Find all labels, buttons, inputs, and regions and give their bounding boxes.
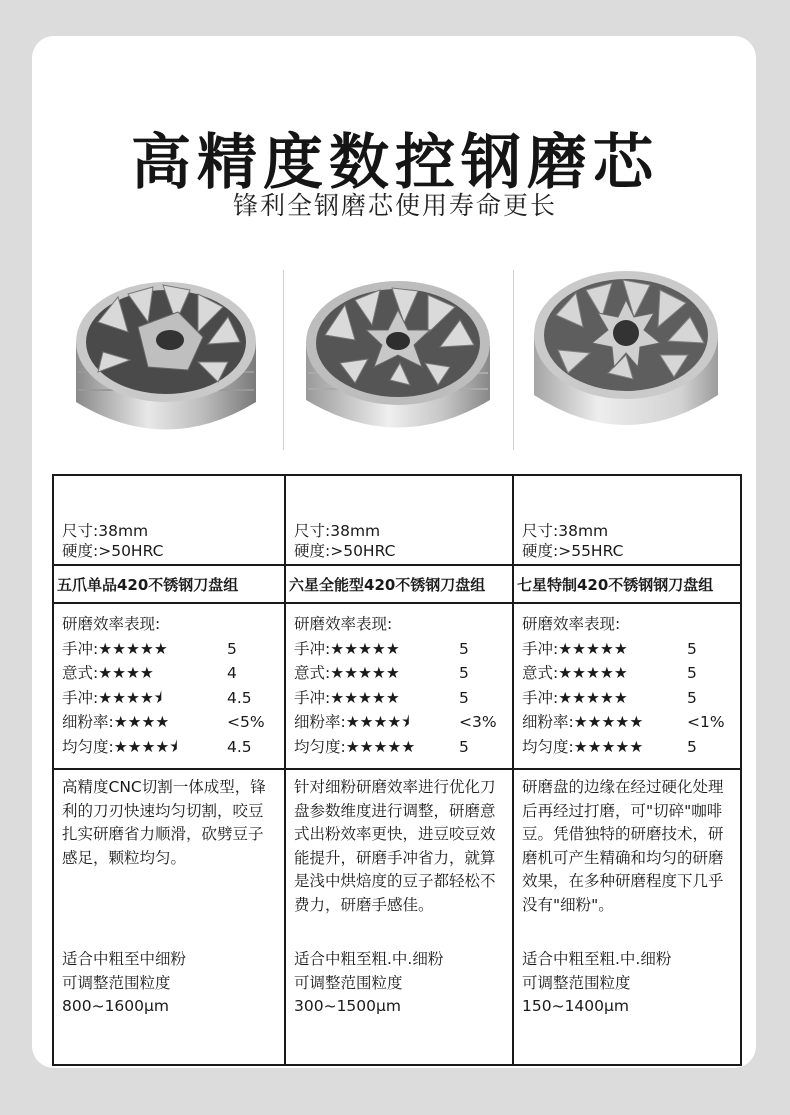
grind-range: 可调整范围粒度800~1600μm — [62, 973, 171, 1015]
rating-row — [522, 637, 732, 662]
rating-value: 5 — [687, 664, 697, 682]
performance-title: 研磨效率表现: — [294, 615, 393, 633]
star-rating: ★★★★★ — [330, 688, 400, 707]
star-rating: ★★★★ — [98, 664, 154, 682]
rating-row — [522, 710, 732, 735]
page-title: 高精度数控钢磨芯 — [131, 128, 659, 198]
rating-row — [62, 686, 276, 711]
description-text: 高精度CNC切割一体成型，锋利的刀刃快速均匀切割，咬豆扎实研磨省力顺滑，砍劈豆子感足，颗粒均匀。 — [62, 778, 266, 867]
hardness-text: 硬度:>55HRC — [522, 542, 624, 560]
burr-divider — [513, 270, 514, 450]
rating-value: 5 — [459, 639, 469, 658]
rating-value: 5 — [227, 639, 237, 658]
performance-title: 研磨效率表现: — [62, 615, 161, 633]
rating-label: 均匀度: — [62, 737, 114, 756]
performance-cell — [53, 603, 285, 769]
burr-divider — [283, 270, 284, 450]
rating-label: 手冲: — [294, 639, 331, 658]
product-name: 五爪单品420不锈钢刀盘组 — [53, 565, 285, 603]
rating-value: <5% — [227, 713, 265, 731]
rating-label: 手冲: — [62, 639, 99, 658]
description-cell — [285, 769, 513, 1065]
rating-label: 细粉率: — [62, 713, 114, 731]
grind-suitability: 适合中粗至粗.中.细粉 — [522, 950, 672, 968]
performance-cell — [285, 603, 513, 769]
rating-value: 5 — [687, 737, 697, 756]
hardness-text: 硬度:>50HRC — [62, 542, 164, 560]
description-cell — [513, 769, 741, 1065]
rating-row — [62, 710, 276, 735]
rating-value: 5 — [687, 639, 697, 658]
rating-row — [522, 686, 732, 711]
size-cell — [53, 475, 285, 565]
six-star-burr-icon — [300, 255, 496, 451]
rating-value: <3% — [459, 713, 497, 731]
rating-row — [62, 661, 276, 686]
rating-label: 均匀度: — [294, 737, 346, 756]
grind-suitability: 适合中粗至粗.中.细粉 — [294, 950, 444, 968]
star-rating: ★★★★★ — [98, 639, 168, 658]
rating-label: 均匀度: — [522, 737, 574, 756]
page-subtitle: 锋利全钢磨芯使用寿命更长 — [232, 191, 557, 220]
hardness-text: 硬度:>50HRC — [294, 542, 396, 560]
five-claw-burr-icon — [68, 252, 264, 448]
rating-value: 5 — [459, 737, 469, 756]
rating-label: 手冲: — [294, 688, 331, 707]
rating-label: 细粉率: — [522, 713, 574, 731]
star-rating: ★★★★★ — [345, 737, 416, 756]
rating-row — [294, 661, 504, 686]
star-rating: ★★★★⯨ — [113, 737, 178, 756]
star-rating: ★★★★★ — [330, 664, 400, 682]
rating-value: 5 — [459, 664, 469, 682]
rating-value: 4.5 — [227, 737, 252, 756]
description-cell — [53, 769, 285, 1065]
rating-value: 4.5 — [227, 688, 252, 707]
star-rating: ★★★★★ — [330, 639, 400, 658]
product-name: 七星特制420不锈钢钢刀盘组 — [513, 565, 741, 603]
rating-value: 5 — [687, 688, 697, 707]
rating-label: 手冲: — [522, 639, 559, 658]
star-rating: ★★★★★ — [558, 639, 628, 658]
rating-row — [522, 661, 732, 686]
rating-row — [294, 637, 504, 662]
star-rating: ★★★★ — [113, 713, 170, 731]
rating-row — [62, 637, 276, 662]
rating-row — [294, 735, 504, 760]
size-cell — [513, 475, 741, 565]
rating-label: 细粉率: — [294, 713, 346, 731]
size-text: 尺寸:38mm — [62, 522, 149, 540]
performance-title: 研磨效率表现: — [522, 615, 621, 633]
rating-row — [294, 710, 504, 735]
grind-range: 可调整范围粒度150~1400μm — [522, 973, 631, 1015]
rating-row — [522, 735, 732, 760]
grind-range: 可调整范围粒度300~1500μm — [294, 973, 403, 1015]
description-text: 针对细粉研磨效率进行优化刀盘参数维度进行调整，研磨意式出粉效率更快，进豆咬豆效能提升，研磨手冲省力，就算是浅中烘焙度的豆子都轻松不费力，研磨手感佳。 — [294, 778, 496, 914]
product-name: 六星全能型420不锈钢刀盘组 — [285, 565, 513, 603]
rating-label: 手冲: — [62, 688, 99, 707]
size-text: 尺寸:38mm — [294, 522, 381, 540]
rating-value: 4 — [227, 664, 237, 682]
size-cell — [285, 475, 513, 565]
rating-label: 意式: — [522, 664, 559, 682]
star-rating: ★★★★★ — [558, 664, 628, 682]
rating-row — [294, 686, 504, 711]
performance-cell — [513, 603, 741, 769]
rating-label: 手冲: — [522, 688, 559, 707]
description-text: 研磨盘的边缘在经过硬化处理后再经过打磨，可"切碎"咖啡豆。凭借独特的研磨技术，研磨机可产生精确和均匀的研磨效果，在多种研磨程度下几乎没有"细粉"。 — [522, 778, 724, 914]
star-rating: ★★★★★ — [573, 713, 644, 731]
rating-value: 5 — [459, 688, 469, 707]
spec-table — [52, 474, 742, 1066]
rating-label: 意式: — [294, 664, 331, 682]
star-rating: ★★★★★ — [573, 737, 644, 756]
star-rating: ★★★★⯨ — [345, 713, 410, 731]
rating-row — [62, 735, 276, 760]
star-rating: ★★★★⯨ — [98, 688, 163, 707]
star-rating: ★★★★★ — [558, 688, 628, 707]
rating-value: <1% — [687, 713, 725, 731]
size-text: 尺寸:38mm — [522, 522, 609, 540]
rating-label: 意式: — [62, 664, 99, 682]
grind-suitability: 适合中粗至中细粉 — [62, 950, 187, 968]
seven-star-burr-icon — [528, 255, 724, 451]
